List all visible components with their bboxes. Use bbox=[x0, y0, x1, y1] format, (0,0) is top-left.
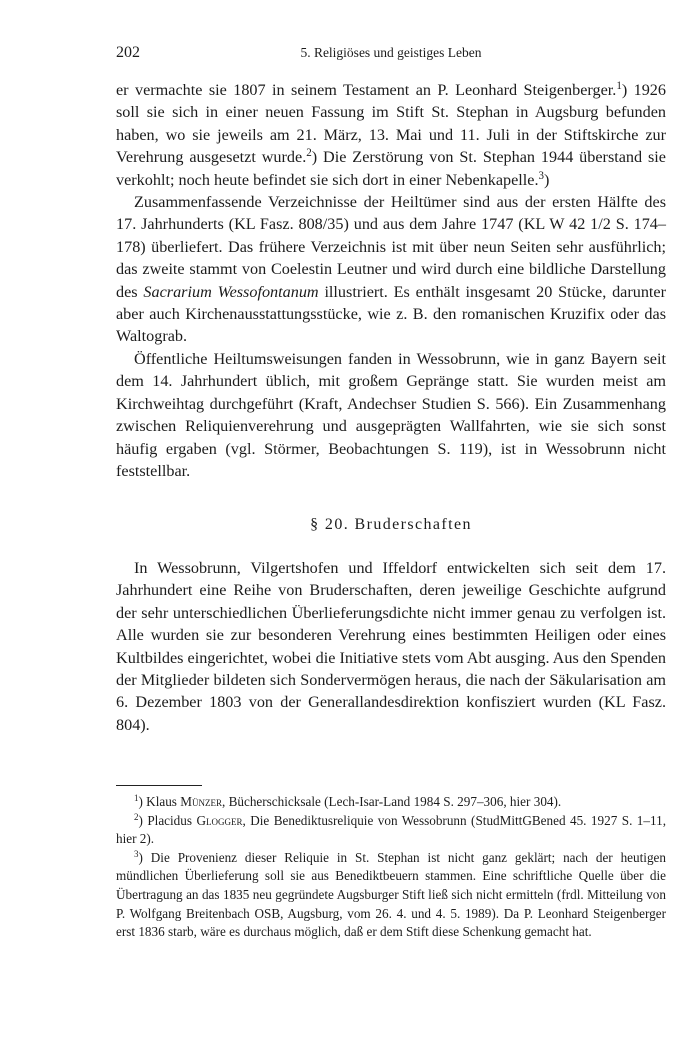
paragraph-1: er vermachte sie 1807 in seinem Testament an P. Leonhard Steigenberger.$^1$) 1926 soll sie sich in einer neuen Fassung im Stift St. Stephan in Augsburg befunden haben, wo sie jeweils am 21. März, 13. Mai und 11. Juli in der Stiftskirche zur Verehrung ausgesetzt wurde.$^2$) Die Zerstörung von St. Stephan 1944 überstand sie verkohlt; noch heute befindet sie sich dort in einer Nebenkapelle.$^3$) bbox=[116, 79, 666, 189]
section-heading: § 20. Bruderschaften bbox=[310, 516, 472, 533]
footnote-ref-1[interactable]: 1 bbox=[616, 79, 622, 92]
footnotes bbox=[116, 793, 666, 942]
paragraph-4: In Wessobrunn, Vilgertshofen und Iffeldorf entwickelten sich seit dem 17. Jahrhundert eine Reihe von Bruderschaften, deren jeweilige Geschichte aufgrund der sehr unterschiedlichen Überlieferungsdichte nicht immer genau zu verfolgen ist. Alle wurden sie zur besonderen Verehrung eines bestimmten Heiligen oder eines Kultbildes eingerichtet, wobei die Initiative stets vom Abt ausging. Aus den Spenden der Mitglieder bildeten sich Sondervermögen heraus, die nach der Säkularisation am 6. Dezember 1803 von der Generallandesdirektion konfisziert wurden (KL Fasz. 804). bbox=[116, 559, 666, 734]
running-head: 5. Religiöses und geistiges Leben bbox=[300, 45, 482, 60]
footnote-1: $^1$) Klaus Münzer, Bücherschicksale (Lech-Isar-Land 1984 S. 297–306, hier 304). bbox=[134, 793, 562, 809]
section-text bbox=[116, 557, 666, 736]
footnote-3: $^3$) Die Provenienz dieser Reliquie in St. Stephan ist nicht ganz geklärt; nach der heutigen mündlichen Überlieferung soll sie aus Benediktbeuern stammen. Eine schriftliche Quelle über die Übertragung an das 1835 neu gegründete Augsburger Stift ließ sich nicht ermitteln (frdl. Mitteilung von P. Wolfgang Breitenbach OSB, Augsburg, vom 26. 4. und 4. 5. 1989). Da P. Leonhard Steigenberger erst 1836 starb, wäre es durchaus möglich, daß er dem Stift diese Schenkung gemacht hat. bbox=[116, 848, 666, 940]
page-header bbox=[116, 44, 666, 68]
paragraph-2: Zusammenfassende Verzeichnisse der Heiltümer sind aus der ersten Hälfte des 17. Jahrhunderts (KL Fasz. 808/35) und aus dem Jahre 1747 (KL W 42 1/2 S. 174–178) überliefert. Das frühere Verzeichnis ist mit über neun Seiten sehr ausführlich; das zweite stammt von Coelestin Leutner und wird durch eine bildliche Darstellung des Sacrarium Wessofontanum illustriert. Es enthält insgesamt 20 Stücke, darunter aber auch Kirchenausstattungsstücke, wie z. B. den romanischen Kruzifix oder das Waltograb. bbox=[116, 193, 666, 346]
paragraph-3: Öffentliche Heiltumsweisungen fanden in Wessobrunn, wie in ganz Bayern seit dem 14. Jahrhundert üblich, mit großem Gepränge statt. Sie wurden meist am Kirchweihtag durchgeführt (Kraft, Andechser Studien S. 566). Ein Zusammenhang zwischen Reliquienverehrung und ausgeprägten Wallfahrten, wie sie sich sonst häufig ergaben (vgl. Störmer, Beobachtungen S. 119), ist in Wessobrunn nicht feststellbar. bbox=[116, 349, 666, 480]
footnote-ref-3[interactable]: 3 bbox=[538, 169, 545, 182]
main-text bbox=[116, 79, 666, 482]
footnote-rule bbox=[116, 785, 202, 786]
italic-title: Sacrarium Wessofontanum bbox=[143, 282, 319, 301]
footnote-ref-2[interactable]: 2 bbox=[306, 147, 312, 160]
page-number: 202 bbox=[116, 44, 140, 61]
footnote-2: $^2$) Placidus Glogger, Die Benediktusreliquie von Wessobrunn (StudMittGBened 45. 1927 S. 1–11, hier 2). bbox=[116, 811, 666, 847]
